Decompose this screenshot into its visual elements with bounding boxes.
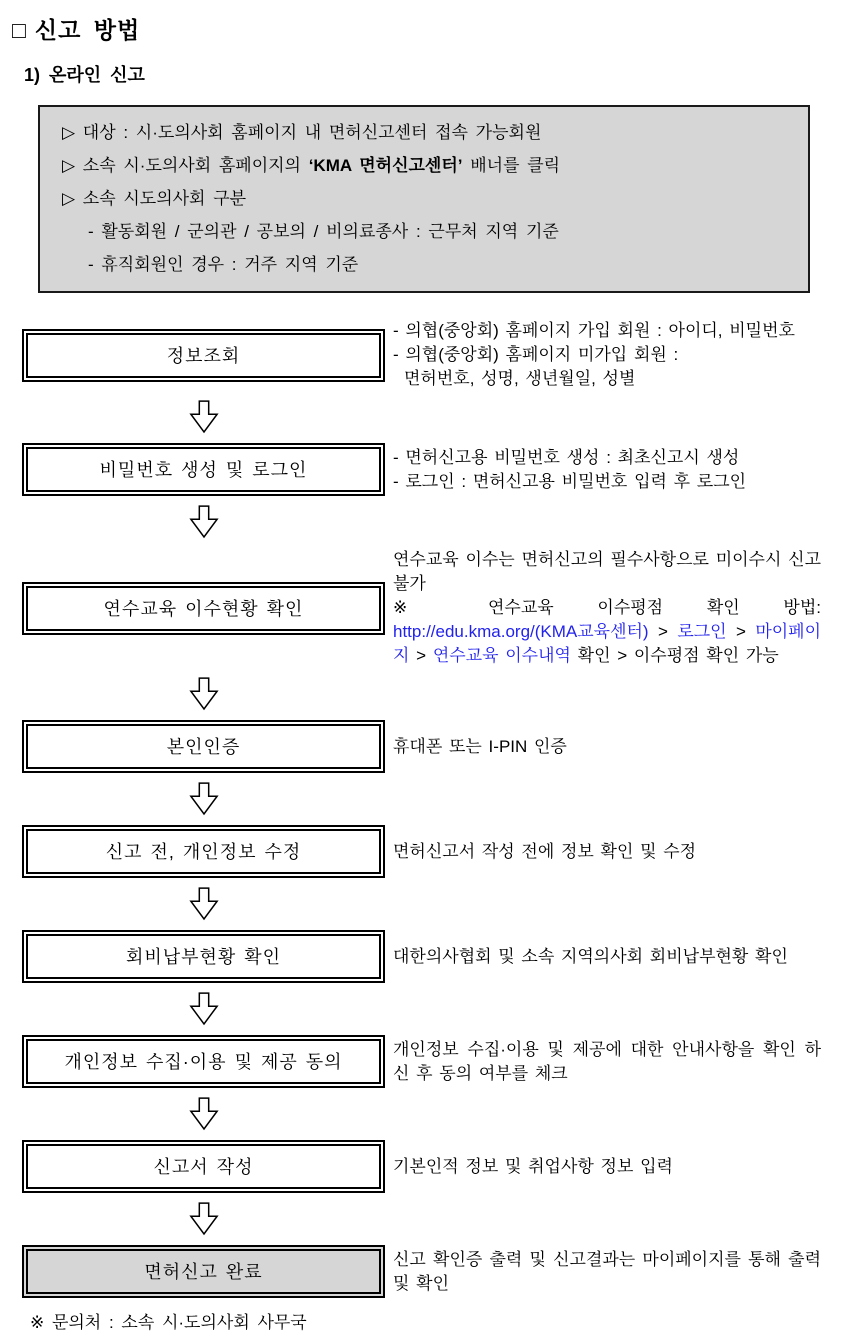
info-line-banner — [62, 149, 792, 182]
contact-note: ※ 문의처 : 소속 시·도의사회 사무국 — [30, 1313, 307, 1332]
flow-arrow-row — [0, 496, 846, 548]
flow-box-label: 본인인증 — [26, 724, 381, 769]
kma-center-banner-name: ‘KMA 면허신고센터’ — [308, 156, 463, 175]
flow-box-label: 신고 전, 개인정보 수정 — [26, 829, 381, 874]
down-arrow-icon — [22, 992, 385, 1026]
down-arrow-icon — [22, 505, 385, 539]
down-arrow-icon — [22, 677, 385, 711]
training-note-prefix: ※ 연수교육 이수평점 확인 방법: — [393, 598, 821, 617]
flow-box-password-login — [22, 443, 385, 496]
training-required-text: 연수교육 이수는 면허신고의 필수사항으로 미이수시 신고 불가 — [393, 550, 821, 593]
flow-step-dues-status — [0, 930, 846, 983]
flow-box-privacy-consent — [22, 1035, 385, 1088]
desc-line: 면허번호, 성명, 생년월일, 성별 — [404, 369, 636, 388]
flow-arrow-row — [0, 878, 846, 930]
info-line-banner-prefix: ▷ 소속 시·도의사회 홈페이지의 — [62, 156, 309, 175]
square-bullet-icon: □ — [12, 17, 27, 43]
flow-box-info-lookup — [22, 329, 385, 382]
flow-box-label: 신고서 작성 — [26, 1144, 381, 1189]
flow-desc-write-report: 기본인적 정보 및 취업사항 정보 입력 — [393, 1156, 673, 1176]
flow-desc-edit-personal-info: 면허신고서 작성 전에 정보 확인 및 수정 — [393, 841, 697, 861]
flow-step-password-login — [0, 443, 846, 496]
flow-step-identity-verification — [0, 720, 846, 773]
flow-box-label: 정보조회 — [26, 333, 381, 378]
training-note-suffix: 확인 > 이수평점 확인 가능 — [570, 646, 779, 665]
flow-box-training-status — [22, 582, 385, 635]
info-line-active-members: - 활동회원 / 군의관 / 공보의 / 비의료종사 : 근무처 지역 기준 — [88, 222, 559, 241]
flow-arrow-row — [0, 391, 846, 443]
flow-step-training-status — [0, 548, 846, 668]
flow-step-edit-personal-info — [0, 825, 846, 878]
flow-box-label: 회비납부현황 확인 — [26, 934, 381, 979]
desc-line: - 면허신고용 비밀번호 생성 : 최초신고시 생성 — [393, 447, 740, 467]
page-title-text: 신고 방법 — [34, 17, 141, 43]
flow-desc-privacy-consent: 개인정보 수집·이용 및 제공에 대한 안내사항을 확인 하신 후 동의 여부를 체크 — [393, 1039, 821, 1083]
info-line-division: ▷ 소속 시도의사회 구분 — [62, 189, 247, 208]
flow-arrow-row — [0, 1193, 846, 1245]
flow-arrow-row — [0, 1088, 846, 1140]
mypage-step-text: 마이페이지 — [393, 622, 822, 665]
desc-line: - 의협(중앙회) 홈페이지 가입 회원 : 아이디, 비밀번호 — [393, 321, 795, 340]
flow-box-write-report — [22, 1140, 385, 1193]
info-line-target: ▷ 대상 : 시·도의사회 홈페이지 내 면허신고센터 접속 가능회원 — [62, 123, 542, 142]
flow-box-label: 개인정보 수집·이용 및 제공 동의 — [26, 1039, 381, 1084]
desc-line: - 의협(중앙회) 홈페이지 미가입 회원 : — [393, 345, 679, 364]
flow-box-label: 면허신고 완료 — [26, 1249, 381, 1294]
flow-box-label: 연수교육 이수현황 확인 — [26, 586, 381, 631]
down-arrow-icon — [22, 1097, 385, 1131]
page-title — [12, 12, 846, 45]
section-heading-online-report: 1) 온라인 신고 — [24, 65, 145, 85]
flow-arrow-row — [0, 983, 846, 1035]
flow-step-privacy-consent — [0, 1035, 846, 1088]
flow-desc-password-login — [393, 446, 821, 494]
flow-box-label: 비밀번호 생성 및 로그인 — [26, 447, 381, 492]
training-history-step-text: 연수교육 이수내역 — [432, 646, 571, 665]
flow-step-info-lookup — [0, 319, 846, 391]
desc-line: - 로그인 : 면허신고용 비밀번호 입력 후 로그인 — [393, 471, 747, 491]
path-separator: > — [726, 622, 756, 641]
login-step-text: 로그인 — [677, 622, 727, 641]
flow-desc-identity-verification: 휴대폰 또는 I-PIN 인증 — [393, 736, 567, 756]
info-line-banner-suffix: 배너를 클릭 — [462, 156, 561, 175]
down-arrow-icon — [22, 1202, 385, 1236]
flow-box-identity-verification — [22, 720, 385, 773]
edu-kma-link[interactable]: http://edu.kma.org/(KMA교육센터) — [393, 622, 649, 641]
flow-box-edit-personal-info — [22, 825, 385, 878]
flow-box-dues-status — [22, 930, 385, 983]
flow-desc-dues-status: 대한의사협회 및 소속 지역의사회 회비납부현황 확인 — [393, 946, 788, 966]
down-arrow-icon — [22, 887, 385, 921]
down-arrow-icon — [22, 400, 385, 434]
flow-desc-training-status — [393, 548, 821, 668]
info-line-inactive-members: - 휴직회원인 경우 : 거주 지역 기준 — [88, 255, 359, 274]
flow-desc-report-complete: 신고 확인증 출력 및 신고결과는 마이페이지를 통해 출력 및 확인 — [393, 1249, 821, 1293]
flow-arrow-row — [0, 773, 846, 825]
path-separator: > — [648, 622, 678, 641]
path-separator: > — [409, 646, 433, 665]
flow-step-write-report — [0, 1140, 846, 1193]
flow-arrow-row — [0, 668, 846, 720]
flowchart — [0, 319, 846, 1298]
overview-info-box — [38, 105, 810, 293]
flow-desc-info-lookup — [393, 319, 821, 391]
down-arrow-icon — [22, 782, 385, 816]
